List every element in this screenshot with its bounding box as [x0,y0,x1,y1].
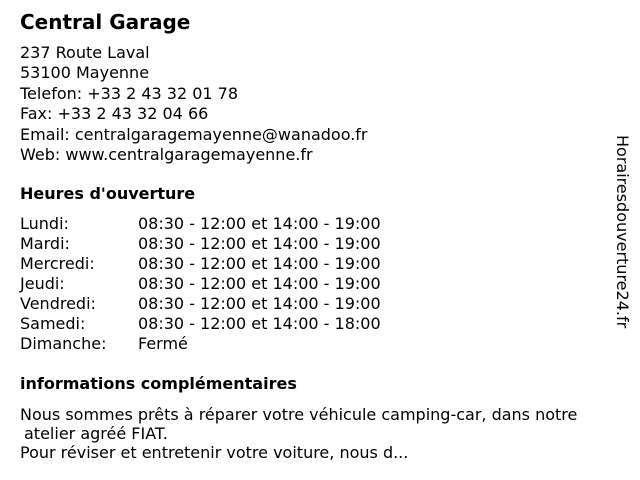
day-label: Lundi: [20,214,69,233]
time-range: 08:30 - 12:00 et 14:00 - 19:00 [138,214,381,233]
watermark [612,135,634,375]
time-range: Fermé [138,334,188,353]
time-range: 08:30 - 12:00 et 14:00 - 19:00 [138,274,381,293]
day-label: Mercredi: [20,254,95,273]
opening-hours-list [20,214,440,354]
info-line: Pour réviser et entretenir votre voiture, nous d... [20,443,409,462]
day-label: Samedi: [20,314,86,333]
address-line-city: 53100 Mayenne [20,63,150,83]
hours-row-thursday [20,274,440,294]
fax-number: Fax: +33 2 43 32 04 66 [20,104,209,124]
hours-row-friday [20,294,440,314]
day-label: Mardi: [20,234,70,253]
watermark-text: Horairesdouverture24.fr [613,135,632,329]
hours-row-wednesday [20,254,440,274]
day-label: Jeudi: [20,274,65,293]
day-label: Vendredi: [20,294,96,313]
time-range: 08:30 - 12:00 et 14:00 - 19:00 [138,294,381,313]
info-line: atelier agréé FIAT. [24,424,168,443]
additional-info-heading: informations complémentaires [20,374,297,393]
time-range: 08:30 - 12:00 et 14:00 - 19:00 [138,254,381,273]
hours-row-saturday [20,314,440,334]
opening-hours-heading: Heures d'ouverture [20,184,196,203]
hours-row-sunday [20,334,440,354]
email-address: Email: centralgaragemayenne@wanadoo.fr [20,124,368,144]
phone-number: Telefon: +33 2 43 32 01 78 [20,83,239,103]
hours-row-tuesday [20,234,440,254]
website-address: Web: www.centralgaragemayenne.fr [20,144,313,164]
address-line-street: 237 Route Laval [20,43,150,62]
day-label: Dimanche: [20,334,107,353]
business-name: Central Garage [20,10,191,34]
contact-block [20,43,368,165]
hours-row-monday [20,214,440,234]
time-range: 08:30 - 12:00 et 14:00 - 19:00 [138,234,381,253]
additional-info-text [20,405,630,462]
time-range: 08:30 - 12:00 et 14:00 - 18:00 [138,314,381,333]
info-line: Nous sommes prêts à réparer votre véhicule camping-car, dans notre [20,405,578,424]
